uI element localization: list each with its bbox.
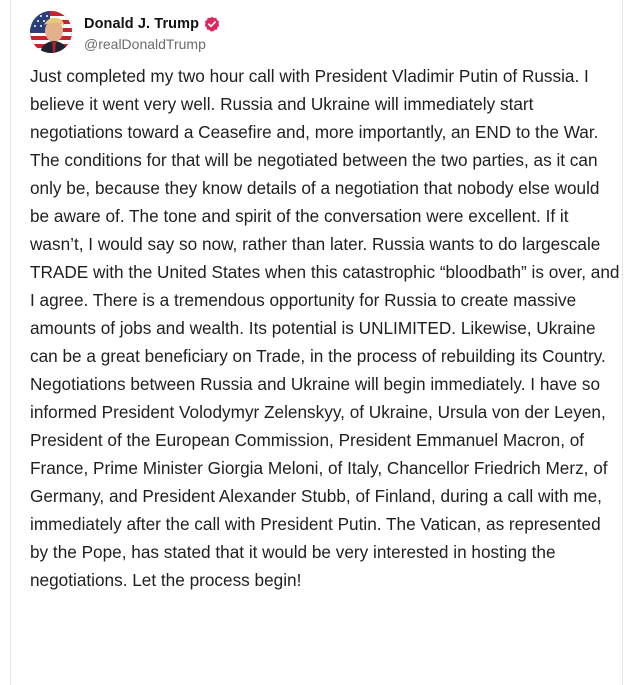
post-header xyxy=(30,10,220,54)
author-handle[interactable]: @realDonaldTrump xyxy=(84,35,206,52)
avatar-image xyxy=(30,11,72,53)
post-card xyxy=(10,0,623,685)
author-info xyxy=(84,13,220,52)
author-display-name[interactable]: Donald J. Trump xyxy=(84,15,200,32)
post-text: Just completed my two hour call with President Vladimir Putin of Russia. I believe it went very well. Russia and Ukraine will immediately start negotiations toward a Ceasefire and, more importantly, an END to the War. The conditions for that will be negotiated between the two parties, as it can only be, because they know details of a negotiation that nobody else would be aware of. The tone and spirit of the conversation were excellent. If it wasn’t, I would say so now, rather than later. Russia wants to do largescale TRADE with the United States when this catastrophic “bloodbath” is over, and I agree. There is a tremendous opportunity for Russia to create massive amounts of jobs and wealth. Its potential is UNLIMITED. Likewise, Ukraine can be a great beneficiary on Trade, in the process of rebuilding its Country. Negotiations between Russia and Ukraine will begin immediately. I have so informed President Volodymyr Zelenskyy, of Ukraine, Ursula von der Leyen, President of the European Commission, President Emmanuel Macron, of France, Prime Minister Giorgia Meloni, of Italy, Chancellor Friedrich Merz, of Germany, and President Alexander Stubb, of Finland, during a call with me, immediately after the call with President Putin. The Vatican, as represented by the Pope, has stated that it would be very interested in hosting the negotiations. Let the process begin! xyxy=(30,66,620,590)
name-row xyxy=(84,13,220,35)
verified-badge-icon xyxy=(204,16,220,32)
avatar[interactable] xyxy=(30,11,72,53)
